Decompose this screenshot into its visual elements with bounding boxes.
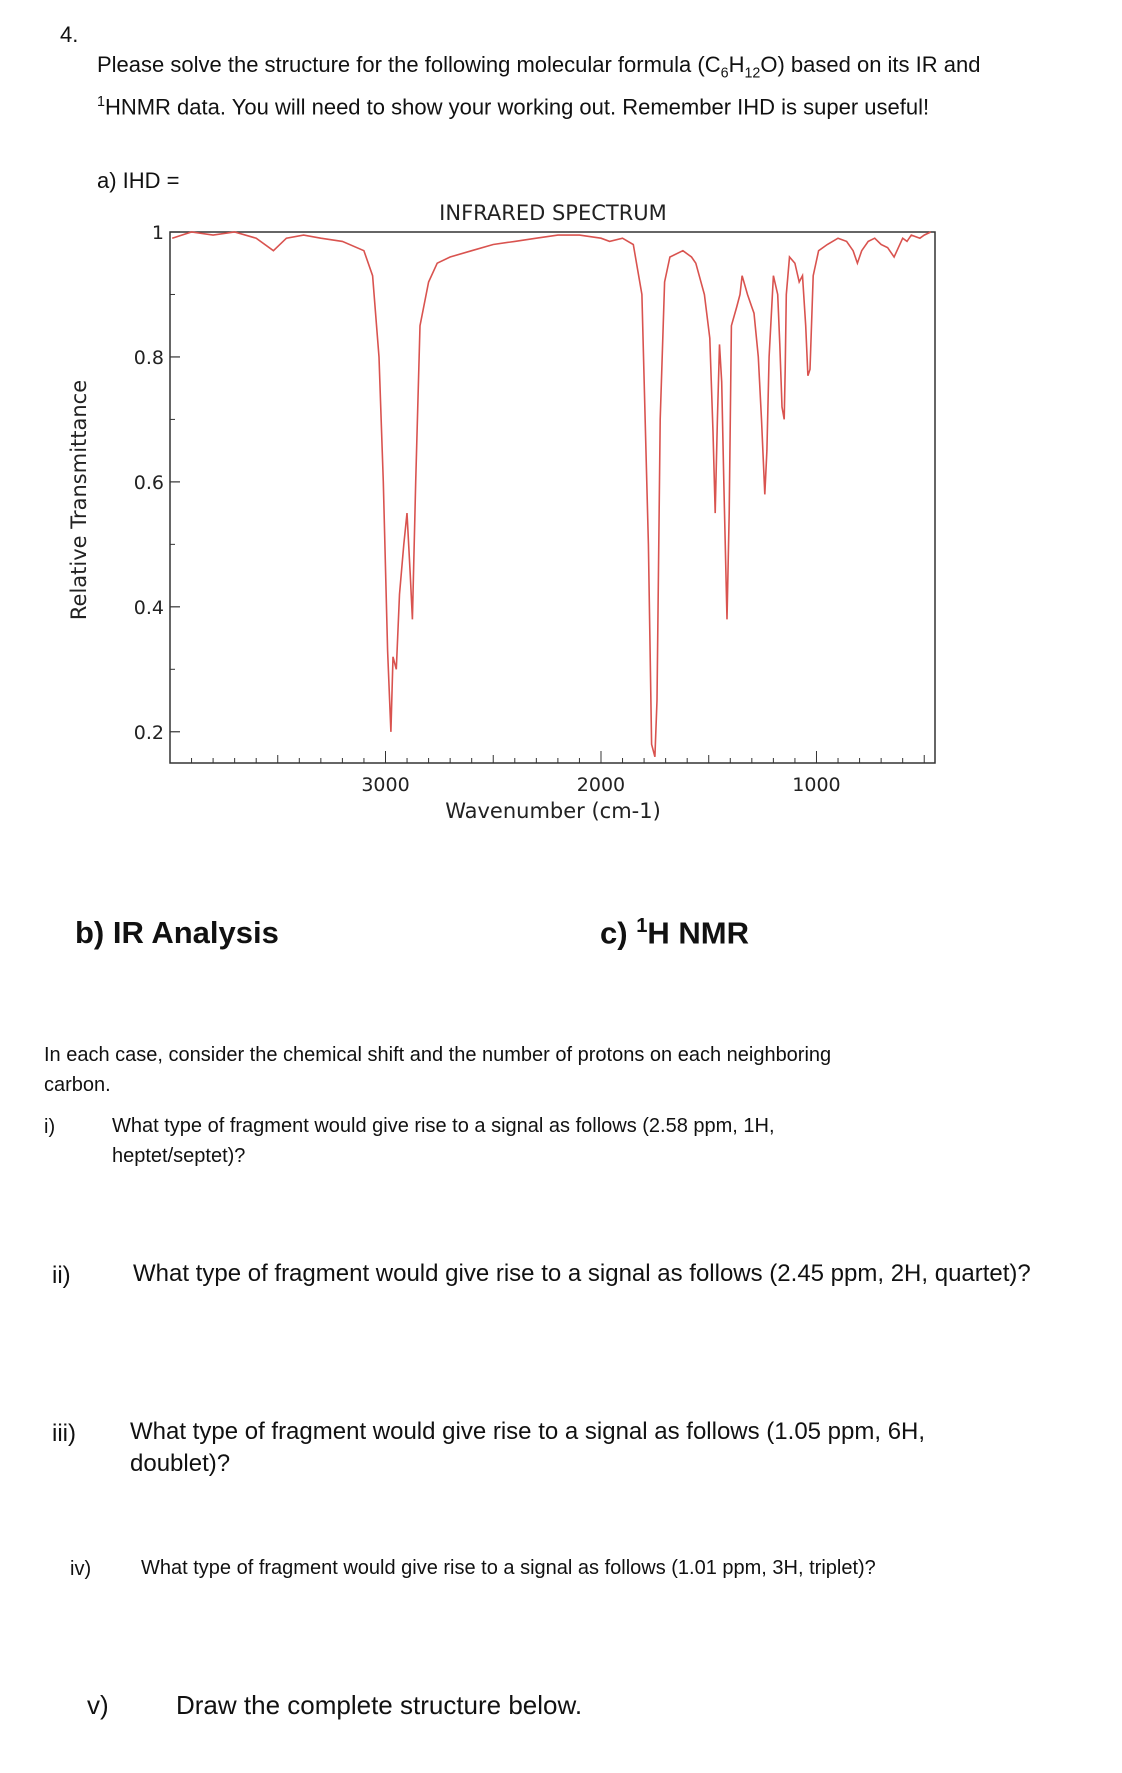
y-tick-label: 0.8 (133, 346, 164, 369)
ihd-prompt: a) IHD = (97, 168, 180, 193)
y-tick-label: 0.2 (133, 721, 164, 744)
y-axis (134, 222, 180, 744)
ir-spectrum-chart (0, 195, 1122, 835)
question-text: What type of fragment would give rise to a signal as follows (2.58 ppm, 1H, heptet/septet)? (112, 1115, 775, 1167)
question-label: v) (87, 1690, 109, 1720)
x-axis (170, 751, 924, 796)
question-label: ii) (52, 1262, 71, 1289)
x-tick-label: 2000 (576, 774, 626, 796)
y-tick-label: 0.6 (133, 471, 164, 494)
question-prompt: Please solve the structure for the following molecular formula $(C_6H_{12}O)$ based on its IR and $^1$HNMR data. You will need to show your working out. Remember IHD is super useful! (97, 52, 981, 120)
hnmr-heading: c) $^1$H NMR (600, 915, 749, 951)
question-text: What type of fragment would give rise to a signal as follows (1.05 ppm, 6H, doublet)? (130, 1418, 926, 1477)
question-text: What type of fragment would give rise to a signal as follows (1.01 ppm, 3H, triplet)? (141, 1557, 876, 1579)
plot-frame (170, 232, 935, 763)
nmr-intro-text: In each case, consider the chemical shift and the number of protons on each neighboring carbon. (44, 1044, 832, 1096)
y-tick-label: 1 (151, 222, 164, 244)
question-number: 4. (60, 22, 79, 47)
question-text: Draw the complete structure below. (176, 1690, 583, 1720)
ir-analysis-heading: b) IR Analysis (75, 915, 279, 950)
x-tick-label: 1000 (792, 774, 841, 796)
question-label: iv) (70, 1558, 92, 1580)
chart-title: INFRARED SPECTRUM (439, 201, 667, 225)
question-text: What type of fragment would give rise to a signal as follows (2.45 ppm, 2H, quartet)? (133, 1260, 1031, 1287)
y-tick-label: 0.4 (133, 596, 164, 619)
x-axis-label: Wavenumber (cm-1) (445, 799, 661, 823)
spectrum-line (172, 232, 931, 757)
x-tick-label: 3000 (361, 774, 410, 796)
y-axis-label: Relative Transmittance (67, 379, 91, 621)
question-label: iii) (52, 1420, 76, 1447)
question-label: i) (44, 1116, 56, 1138)
